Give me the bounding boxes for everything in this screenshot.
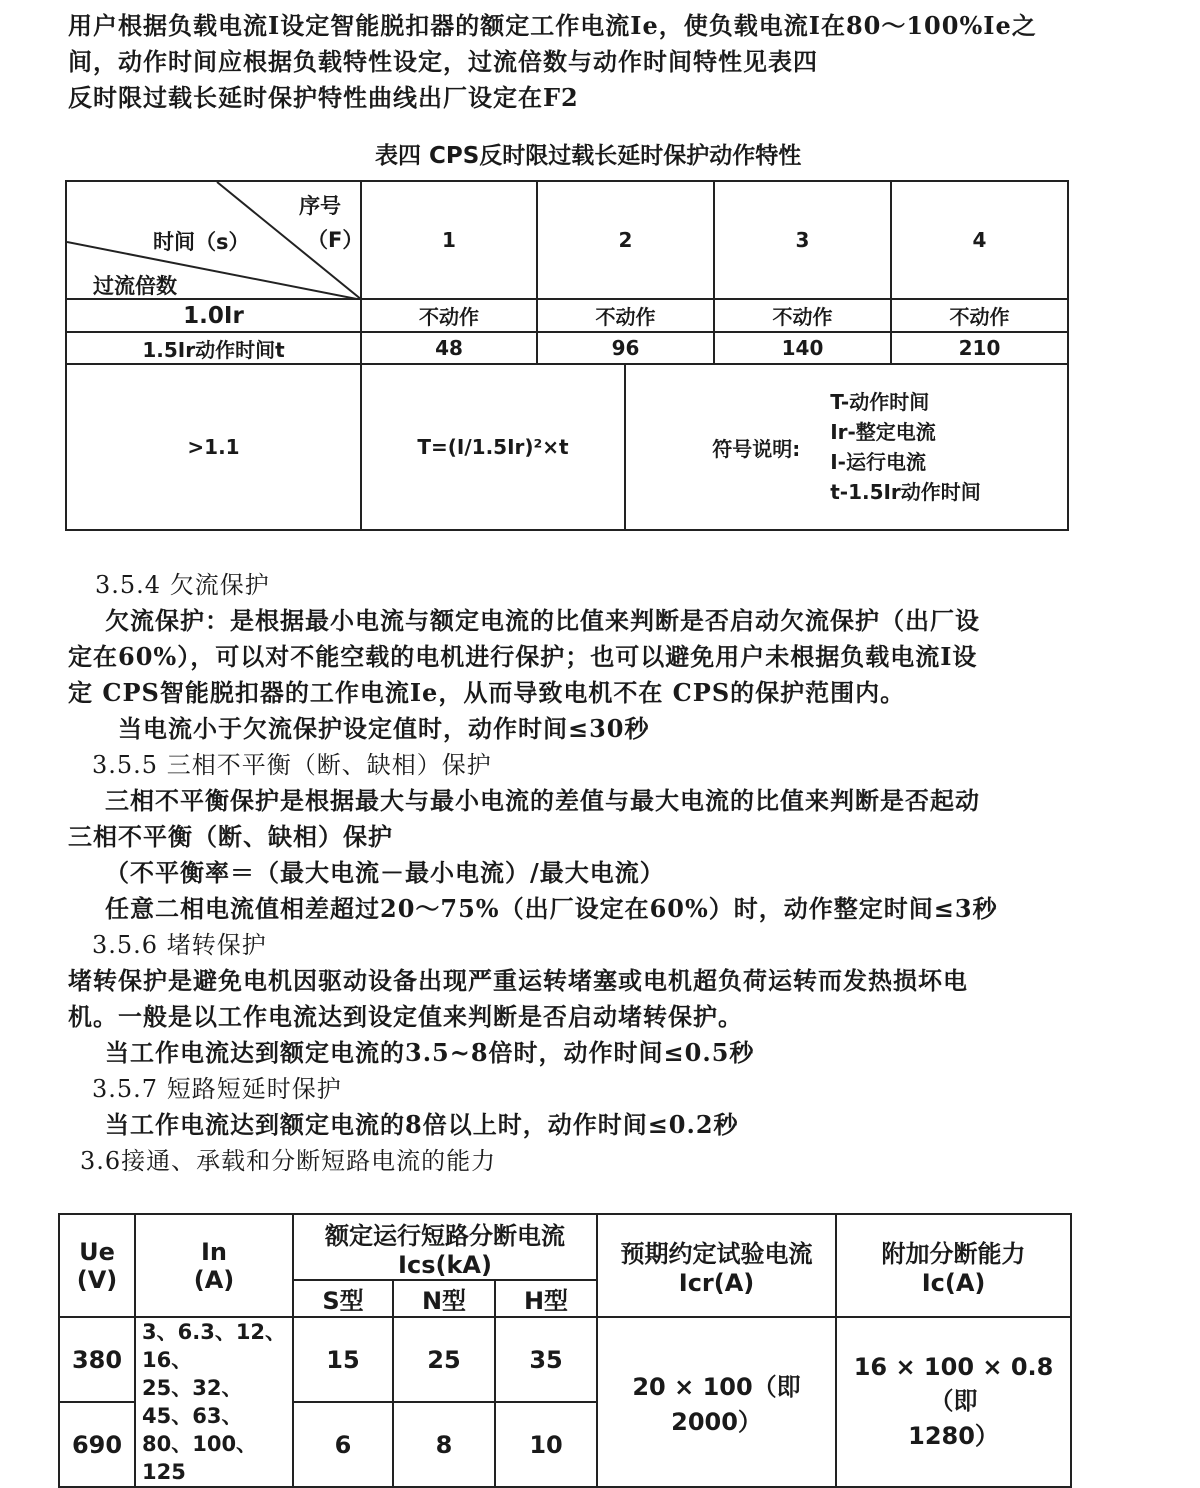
section-354-p3: 定 CPS智能脱扣器的工作电流Ie，从而导致电机不在 CPS的保护范围内。 xyxy=(68,678,906,707)
header-f-label: （F） xyxy=(307,228,364,252)
in-values-line: 80、100、125 xyxy=(142,1432,258,1484)
icr-header xyxy=(597,1214,836,1317)
ue-unit: (V) xyxy=(76,1265,118,1294)
table4-col-2: 2 xyxy=(537,181,714,299)
in-unit: (A) xyxy=(193,1265,235,1294)
table5-breaking-capacity xyxy=(58,1213,1072,1488)
section-355-p2: 三相不平衡（断、缺相）保护 xyxy=(68,822,393,851)
legend-item: I-运行电流 xyxy=(830,450,926,474)
in-header xyxy=(135,1214,293,1317)
header-multiple-label: 过流倍数 xyxy=(93,274,177,298)
section-355-p1: 三相不平衡保护是根据最大与最小电流的差值与最大电流的比值来判断是否起动 xyxy=(105,786,980,815)
table4-row-2 xyxy=(66,332,1068,364)
section-357-p1: 当工作电流达到额定电流的8倍以上时，动作时间≤0.2秒 xyxy=(105,1110,739,1139)
table4-row-3 xyxy=(66,364,1068,530)
ics-n-value: 25 xyxy=(393,1317,495,1402)
type-h-header: H型 xyxy=(495,1280,597,1317)
section-355-p4: 任意二相电流值相差超过20～75%（出厂设定在60%）时，动作整定时间≤3秒 xyxy=(105,894,998,923)
row1-value: 不动作 xyxy=(537,299,714,332)
ics-s-value: 6 xyxy=(293,1402,393,1487)
table4-header-row xyxy=(66,181,1068,299)
row3-formula: T=(I/1.5Ir)²×t xyxy=(361,364,625,530)
legend-item: t-1.5Ir动作时间 xyxy=(830,480,981,504)
ic-value xyxy=(836,1317,1071,1487)
ic-unit: Ic(A) xyxy=(921,1269,986,1297)
table4-caption: 表四 CPS反时限过载长延时保护动作特性 xyxy=(375,143,802,169)
table4-row-1 xyxy=(66,299,1068,332)
row1-value: 不动作 xyxy=(891,299,1068,332)
ics-unit: Ics(kA) xyxy=(398,1250,492,1279)
in-values-line: 25、32、45、63、 xyxy=(142,1376,243,1428)
ue-label: Ue xyxy=(79,1237,115,1266)
table4-overcurrent-characteristics xyxy=(65,180,1069,531)
in-label: In xyxy=(200,1237,227,1266)
row1-label: 1.0Ir xyxy=(66,299,361,332)
row2-value: 48 xyxy=(361,332,537,364)
row3-label: >1.1 xyxy=(66,364,361,530)
ic-value-line: 1280） xyxy=(908,1422,999,1450)
legend-item: Ir-整定电流 xyxy=(830,420,936,444)
header-serial-label: 序号 xyxy=(299,194,341,218)
row2-value: 96 xyxy=(537,332,714,364)
header-time-label: 时间（s） xyxy=(153,230,250,254)
type-s-header: S型 xyxy=(293,1280,393,1317)
ic-value-line: 16 × 100 × 0.8（即 xyxy=(853,1353,1054,1415)
section-356-heading: 3.5.6 堵转保护 xyxy=(92,931,267,959)
row1-value: 不动作 xyxy=(714,299,891,332)
in-values-line: 3、6.3、12、16、 xyxy=(142,1320,287,1372)
ics-s-value: 15 xyxy=(293,1317,393,1402)
ue-header xyxy=(59,1214,135,1317)
ics-h-value: 10 xyxy=(495,1402,597,1487)
ics-title: 额定运行短路分断电流 xyxy=(325,1221,566,1250)
table5-header-row-1 xyxy=(59,1214,1071,1280)
in-values xyxy=(135,1317,293,1487)
ue-value: 380 xyxy=(59,1317,135,1402)
icr-unit: Icr(A) xyxy=(678,1269,755,1297)
ics-header xyxy=(293,1214,597,1280)
intro-line-2: 间，动作时间应根据负载特性设定，过流倍数与动作时间特性见表四 xyxy=(68,47,818,76)
icr-value xyxy=(597,1317,836,1487)
ic-header xyxy=(836,1214,1071,1317)
legend-list xyxy=(830,387,981,507)
ics-n-value: 8 xyxy=(393,1402,495,1487)
table4-diagonal-header-cell xyxy=(66,181,364,299)
table4-col-1: 1 xyxy=(361,181,537,299)
section-355-heading: 3.5.5 三相不平衡（断、缺相）保护 xyxy=(92,751,492,779)
icr-value-line: 2000） xyxy=(671,1408,762,1436)
section-356-p2: 机。一般是以工作电流达到设定值来判断是否启动堵转保护。 xyxy=(68,1002,743,1031)
row2-label: 1.5Ir动作时间t xyxy=(66,332,361,364)
section-36-heading: 3.6接通、承载和分断短路电流的能力 xyxy=(80,1147,497,1175)
row1-value: 不动作 xyxy=(361,299,537,332)
legend-container xyxy=(626,387,1067,507)
section-354-heading: 3.5.4 欠流保护 xyxy=(95,571,270,599)
section-356-p1: 堵转保护是避免电机因驱动设备出现严重运转堵塞或电机超负荷运转而发热损坏电 xyxy=(68,966,968,995)
ics-h-value: 35 xyxy=(495,1317,597,1402)
section-356-p3: 当工作电流达到额定电流的3.5~8倍时，动作时间≤0.5秒 xyxy=(105,1038,755,1067)
intro-line-3: 反时限过载长延时保护特性曲线出厂设定在F2 xyxy=(68,83,579,112)
row2-value: 210 xyxy=(891,332,1068,364)
icr-title: 预期约定试验电流 xyxy=(620,1240,813,1268)
legend-title: 符号说明: xyxy=(712,436,801,461)
table4-col-3: 3 xyxy=(714,181,891,299)
intro-line-1: 用户根据负载电流I设定智能脱扣器的额定工作电流Ie，使负载电流I在80～100%Ie之 xyxy=(68,11,1037,40)
ue-value: 690 xyxy=(59,1402,135,1487)
type-n-header: N型 xyxy=(393,1280,495,1317)
row2-value: 140 xyxy=(714,332,891,364)
section-354-p1: 欠流保护：是根据最小电流与额定电流的比值来判断是否启动欠流保护（出厂设 xyxy=(105,606,980,635)
section-355-p3: （不平衡率＝（最大电流－最小电流）/最大电流） xyxy=(105,858,665,887)
section-354-p2: 定在60%），可以对不能空载的电机进行保护；也可以避免用户未根据负载电流I设 xyxy=(68,642,978,671)
table5-row-380 xyxy=(59,1317,1071,1402)
icr-value-line: 20 × 100（即 xyxy=(632,1373,801,1401)
table4-col-4: 4 xyxy=(891,181,1068,299)
section-354-p4: 当电流小于欠流保护设定值时，动作时间≤30秒 xyxy=(118,714,650,743)
row3-legend-cell xyxy=(625,364,1068,530)
ic-title: 附加分断能力 xyxy=(881,1240,1026,1268)
legend-item: T-动作时间 xyxy=(830,390,930,414)
section-357-heading: 3.5.7 短路短延时保护 xyxy=(92,1075,342,1103)
